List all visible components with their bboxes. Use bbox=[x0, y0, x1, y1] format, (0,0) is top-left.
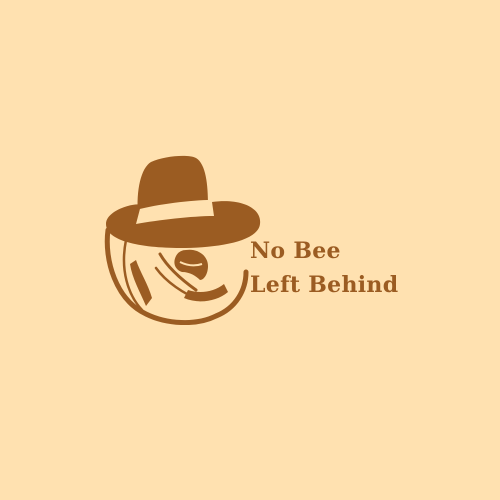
brand-name-line1: No Bee bbox=[250, 238, 341, 264]
brand-name-line2: Left Behind bbox=[250, 272, 399, 298]
brand-wordmark bbox=[250, 240, 398, 296]
beekeeper-hat-veil-icon bbox=[96, 150, 266, 325]
